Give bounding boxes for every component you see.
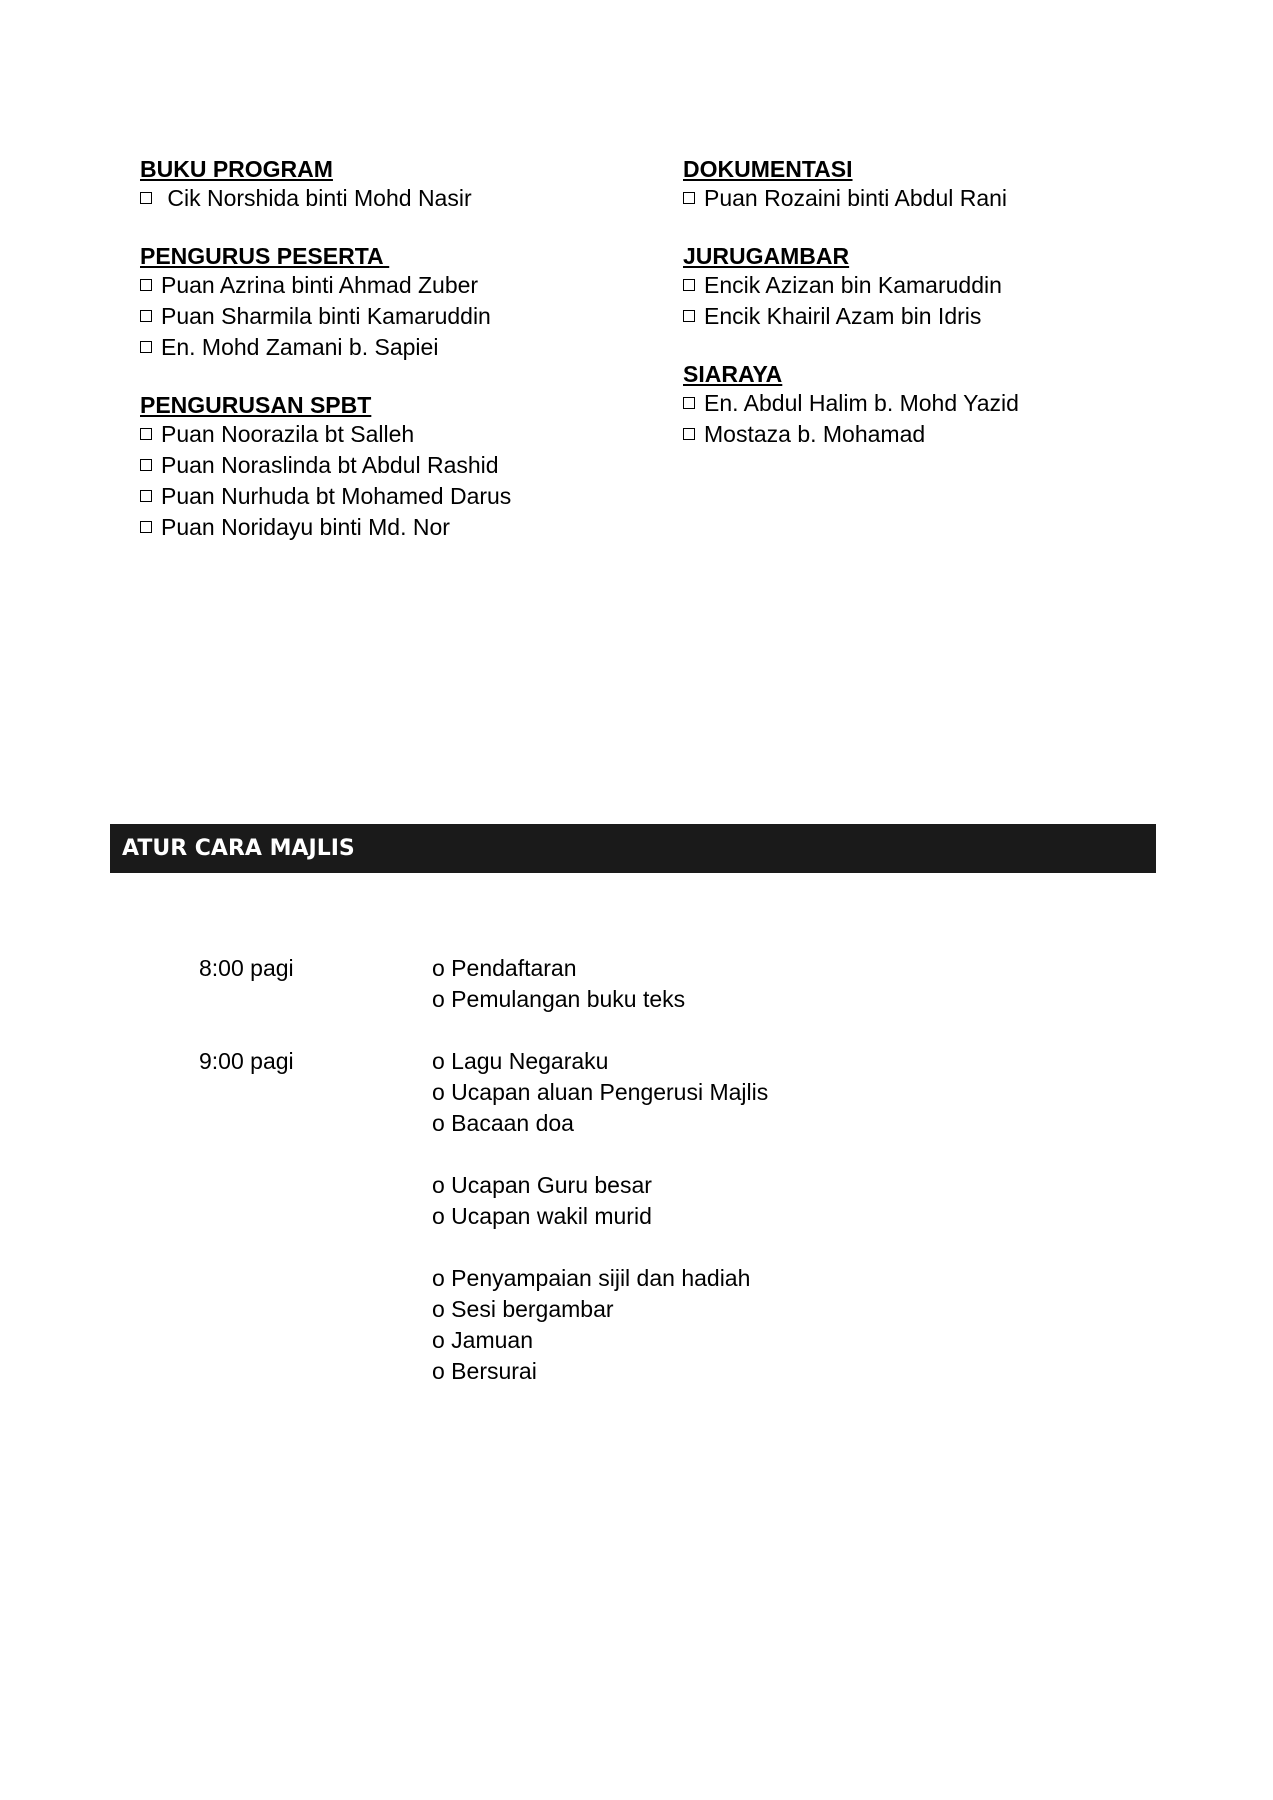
member-name: Cik Norshida binti Mohd Nasir [161, 185, 472, 211]
slot-time: 9:00 pagi [199, 1048, 294, 1074]
checkbox-bullet-icon [683, 192, 695, 204]
activity-item: o Pemulangan buku teks [432, 986, 686, 1012]
banner-title: ATUR CARA MAJLIS [122, 836, 355, 861]
section-title: DOKUMENTASI [683, 156, 853, 182]
member-name: Puan Noraslinda bt Abdul Rashid [161, 452, 499, 478]
section-title: PENGURUS PESERTA [140, 243, 390, 269]
checkbox-bullet-icon [140, 490, 152, 502]
activity-item: o Lagu Negaraku [432, 1048, 609, 1074]
member-name: Encik Khairil Azam bin Idris [704, 303, 982, 329]
section-title: PENGURUSAN SPBT [140, 392, 372, 418]
committee-section [140, 242, 660, 363]
checkbox-bullet-icon [140, 279, 152, 291]
member-item [140, 419, 660, 450]
member-item [140, 183, 660, 214]
activity-group [432, 953, 1273, 1015]
committee-section [683, 360, 1203, 450]
checkbox-bullet-icon [683, 279, 695, 291]
section-title: JURUGAMBAR [683, 243, 850, 269]
member-name: Mostaza b. Mohamad [704, 421, 926, 447]
member-item [140, 512, 660, 543]
member-name: Puan Noorazila bt Salleh [161, 421, 415, 447]
checkbox-bullet-icon [683, 310, 695, 322]
member-item [683, 419, 1203, 450]
member-name: En. Mohd Zamani b. Sapiei [161, 334, 439, 360]
member-name: Puan Azrina binti Ahmad Zuber [161, 272, 479, 298]
member-item [683, 183, 1203, 214]
member-item [683, 270, 1203, 301]
checkbox-bullet-icon [140, 341, 152, 353]
activity-group [432, 1263, 1273, 1387]
activity-item: o Ucapan Guru besar [432, 1172, 652, 1198]
activity-item: o Bersurai [432, 1358, 537, 1384]
checkbox-bullet-icon [140, 310, 152, 322]
schedule-slot [0, 1046, 1273, 1387]
activity-item: o Penyampaian sijil dan hadiah [432, 1265, 751, 1291]
checkbox-bullet-icon [683, 397, 695, 409]
member-name: En. Abdul Halim b. Mohd Yazid [704, 390, 1019, 416]
checkbox-bullet-icon [683, 428, 695, 440]
committee-column-left [140, 155, 660, 571]
activity-item: o Ucapan wakil murid [432, 1203, 652, 1229]
committee-section [140, 155, 660, 214]
committee-section [683, 242, 1203, 332]
activity-item: o Jamuan [432, 1327, 534, 1353]
section-title: SIARAYA [683, 361, 783, 387]
section-title: BUKU PROGRAM [140, 156, 333, 182]
member-name: Encik Azizan bin Kamaruddin [704, 272, 1002, 298]
section-banner [110, 824, 1156, 873]
member-item [683, 388, 1203, 419]
checkbox-bullet-icon [140, 192, 152, 204]
activity-item: o Sesi bergambar [432, 1296, 614, 1322]
member-item [140, 481, 660, 512]
member-name: Puan Sharmila binti Kamaruddin [161, 303, 491, 329]
committee-column-right [683, 155, 1203, 478]
committee-section [140, 391, 660, 543]
committee-section [683, 155, 1203, 214]
member-item [140, 450, 660, 481]
activity-item: o Pendaftaran [432, 955, 577, 981]
member-item [140, 332, 660, 363]
slot-time: 8:00 pagi [199, 955, 294, 981]
member-name: Puan Noridayu binti Md. Nor [161, 514, 450, 540]
program-schedule [0, 953, 1273, 1418]
activity-group [432, 1170, 1273, 1232]
member-item [683, 301, 1203, 332]
member-name: Puan Rozaini binti Abdul Rani [704, 185, 1008, 211]
activity-item: o Bacaan doa [432, 1110, 574, 1136]
member-item [140, 301, 660, 332]
checkbox-bullet-icon [140, 428, 152, 440]
checkbox-bullet-icon [140, 459, 152, 471]
checkbox-bullet-icon [140, 521, 152, 533]
activity-group [432, 1046, 1273, 1139]
schedule-slot [0, 953, 1273, 1015]
member-name: Puan Nurhuda bt Mohamed Darus [161, 483, 512, 509]
activity-item: o Ucapan aluan Pengerusi Majlis [432, 1079, 769, 1105]
member-item [140, 270, 660, 301]
